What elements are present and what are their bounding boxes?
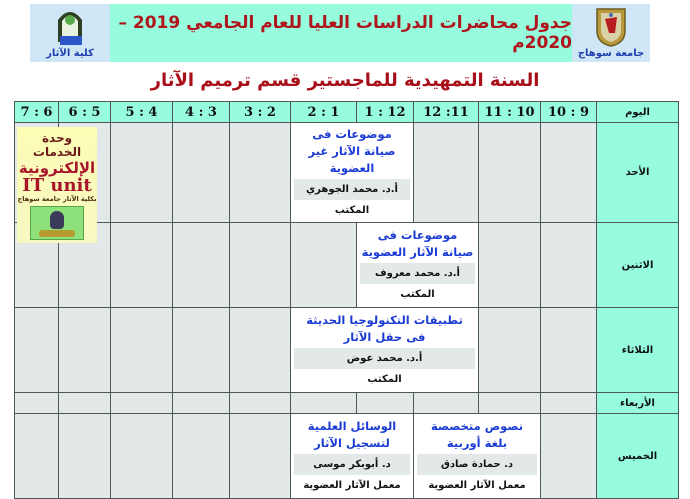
empty-slot xyxy=(541,414,597,499)
course-cell xyxy=(291,414,414,499)
col-header: 11 : 10 xyxy=(479,102,541,123)
table-row-thursday xyxy=(15,414,679,499)
empty-slot xyxy=(479,223,541,308)
table-row-tuesday xyxy=(15,308,679,393)
course-cell xyxy=(291,123,414,223)
course-title: الوسائل العلمية لتسجيل الآثار xyxy=(307,419,397,450)
empty-slot xyxy=(230,308,291,393)
col-header: 2 : 1 xyxy=(291,102,357,123)
empty-slot xyxy=(15,414,59,499)
day-label: الأربعاء xyxy=(597,393,679,414)
subtitle-tab xyxy=(142,62,548,66)
empty-slot xyxy=(230,414,291,499)
university-logo-caption: جامعة سوهاج xyxy=(577,48,645,59)
empty-slot xyxy=(479,393,541,414)
empty-slot xyxy=(291,393,357,414)
schedule-table xyxy=(14,101,679,499)
course-title: موضوعات فى صيانة الآثار العضوية xyxy=(361,228,474,259)
ornament-frame-icon xyxy=(39,230,75,237)
sohag-university-seal-icon xyxy=(593,5,629,47)
col-header: 3 : 2 xyxy=(230,102,291,123)
col-header: 4 : 3 xyxy=(173,102,230,123)
empty-slot xyxy=(173,393,230,414)
it-unit-line4: بكلية الآثار جامعة سوهاج xyxy=(17,195,97,203)
course-room: المكتب xyxy=(400,289,435,300)
empty-slot xyxy=(15,393,59,414)
col-header: 10 : 9 xyxy=(541,102,597,123)
it-unit-line3: IT unit xyxy=(22,175,92,196)
table-row-sunday xyxy=(15,123,679,223)
course-room: معمل الآثار العضوية xyxy=(303,480,401,491)
col-header: 1 : 12 xyxy=(357,102,414,123)
empty-slot xyxy=(479,308,541,393)
course-room: المكتب xyxy=(334,205,370,216)
course-room: المكتب xyxy=(367,374,402,385)
empty-slot xyxy=(173,223,230,308)
empty-slot xyxy=(15,308,59,393)
university-logo-box xyxy=(572,4,650,62)
day-label: الثلاثاء xyxy=(597,308,679,393)
table-row-wednesday xyxy=(15,393,679,414)
empty-slot xyxy=(59,393,111,414)
course-instructor: د. حمادة صادق xyxy=(417,454,537,475)
course-title: تطبيقات التكنولوجيا الحديثة فى حقل الآثار xyxy=(306,313,463,344)
empty-slot xyxy=(357,393,414,414)
faculty-of-archaeology-logo-icon xyxy=(52,6,88,46)
empty-slot xyxy=(173,308,230,393)
empty-slot xyxy=(111,223,173,308)
col-header-day: اليوم xyxy=(597,102,679,123)
empty-slot xyxy=(230,223,291,308)
col-header: 12 :11 xyxy=(414,102,479,123)
portrait-photo-icon xyxy=(30,206,84,240)
empty-slot xyxy=(541,123,597,223)
it-unit-badge xyxy=(17,127,97,243)
empty-slot xyxy=(173,123,230,223)
it-unit-line1: وحدة الخدمات xyxy=(32,131,82,159)
course-cell xyxy=(414,414,541,499)
col-header: 7 : 6 xyxy=(15,102,59,123)
course-instructor: أ.د. محمد معروف xyxy=(360,263,475,284)
empty-slot xyxy=(414,393,479,414)
empty-slot xyxy=(230,123,291,223)
empty-slot xyxy=(59,414,111,499)
course-instructor: أ.د. محمد عوض xyxy=(294,348,475,369)
empty-slot xyxy=(541,393,597,414)
empty-slot xyxy=(111,123,173,223)
empty-slot xyxy=(173,414,230,499)
course-room: معمل الآثار العضوية xyxy=(428,480,526,491)
col-header: 5 : 4 xyxy=(111,102,173,123)
course-title: نصوص متخصصة بلغة أوربية xyxy=(430,419,524,450)
it-unit-line2: الإلكترونية xyxy=(18,159,96,177)
table-row-monday xyxy=(15,223,679,308)
person-icon xyxy=(50,211,64,229)
empty-slot xyxy=(291,223,357,308)
page-subtitle: السنة التمهيدية للماجستير قسم ترميم الآثار xyxy=(150,70,540,91)
header-banner xyxy=(30,4,650,62)
empty-slot xyxy=(230,393,291,414)
empty-slot xyxy=(479,123,541,223)
col-header: 6 : 5 xyxy=(59,102,111,123)
day-label: الاثنين xyxy=(597,223,679,308)
header-row xyxy=(15,102,679,123)
empty-slot xyxy=(111,393,173,414)
empty-slot xyxy=(111,414,173,499)
day-label: الخميس xyxy=(597,414,679,499)
empty-slot xyxy=(59,308,111,393)
faculty-logo-box xyxy=(30,4,110,62)
empty-slot xyxy=(541,308,597,393)
course-cell xyxy=(291,308,479,393)
course-instructor: د. أبوبكر موسى xyxy=(294,454,410,475)
day-label: الأحد xyxy=(597,123,679,223)
banner-title-area xyxy=(110,4,572,62)
empty-slot xyxy=(541,223,597,308)
course-instructor: أ.د. محمد الجوهري xyxy=(294,179,410,200)
faculty-logo-caption: كلية الآثار xyxy=(46,48,94,59)
empty-slot xyxy=(414,123,479,223)
schedule-title: جدول محاضرات الدراسات العليا للعام الجامعي 2019 – 2020م xyxy=(118,13,572,53)
course-cell xyxy=(357,223,479,308)
course-title: موضوعات فى صيانة الآثار غير العضوية xyxy=(308,127,396,175)
empty-slot xyxy=(111,308,173,393)
